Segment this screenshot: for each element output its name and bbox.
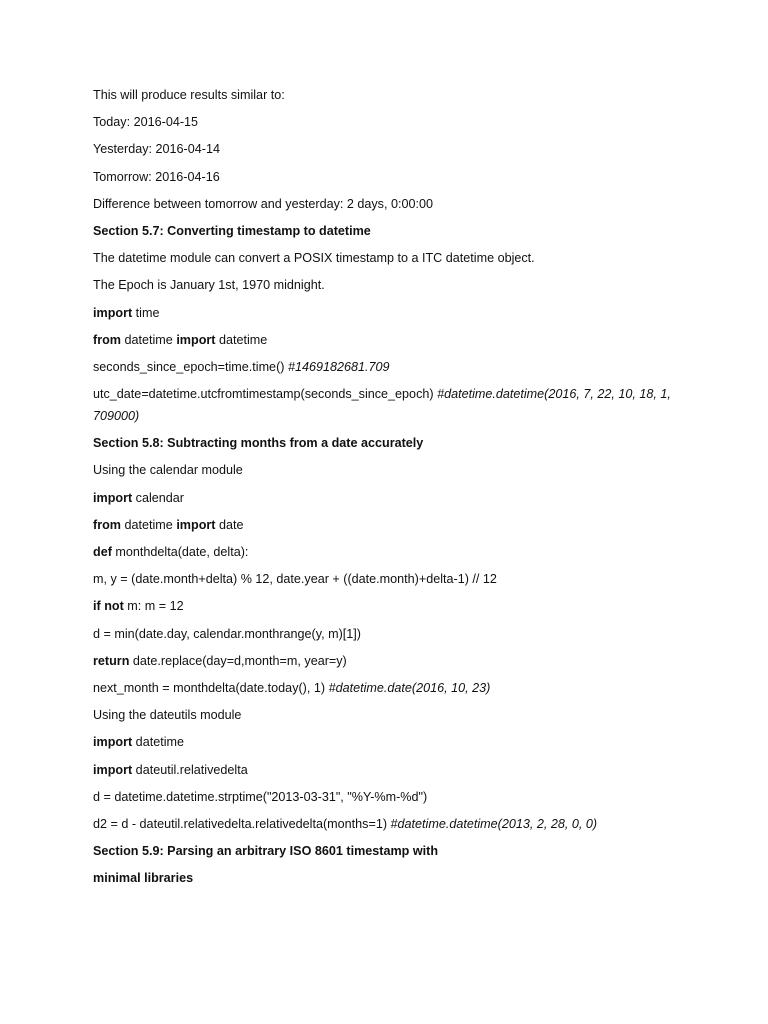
text-run: d2 = d - dateutil.relativedelta.relativedelta(months=1)	[93, 816, 391, 831]
text-run: date	[215, 517, 244, 532]
text-run: The Epoch is January 1st, 1970 midnight.	[93, 278, 325, 293]
text-run: datetime	[132, 735, 184, 750]
bold-text-run: import	[93, 305, 133, 320]
text-run: This will produce results similar to:	[93, 88, 285, 102]
bold-text-run: from	[93, 332, 121, 347]
document-paragraph	[93, 304, 683, 322]
bold-text-run: Section 5.9: Parsing an arbitrary ISO 8601 timestamp with	[93, 844, 439, 859]
document-paragraph	[93, 434, 683, 452]
bold-text-run: from	[93, 517, 121, 532]
document-paragraph	[93, 597, 683, 615]
italic-text-run: #datetime.datetime(2013, 2, 28, 0, 0)	[390, 816, 598, 831]
text-run: Today: 2016-04-15	[93, 115, 199, 130]
text-run: Difference between tomorrow and yesterday: 2 days, 0:00:00	[93, 196, 433, 211]
text-run: m: m = 12	[123, 599, 184, 614]
document-paragraph	[93, 706, 683, 724]
document-paragraph	[93, 815, 683, 833]
text-run: dateutil.relativedelta	[132, 762, 248, 777]
italic-text-run: #datetime.datetime(2016, 7, 22, 10, 18, 1,	[437, 387, 671, 402]
bold-text-run: import	[93, 490, 133, 505]
document-paragraph	[93, 358, 683, 376]
italic-text-run: #datetime.date(2016, 10, 23)	[328, 680, 491, 695]
document-paragraph	[93, 543, 683, 561]
document-paragraph	[93, 570, 683, 588]
document-paragraph	[93, 652, 683, 670]
document-paragraph	[93, 195, 683, 213]
document-page	[93, 86, 683, 896]
bold-text-run: import	[93, 762, 133, 777]
text-run: seconds_since_epoch=time.time()	[93, 359, 288, 374]
bold-text-run: def	[93, 545, 112, 559]
document-paragraph	[93, 331, 683, 349]
text-run: utc_date=datetime.utcfromtimestamp(seconds_since_epoch)	[93, 387, 438, 402]
document-paragraph	[93, 168, 683, 186]
document-paragraph	[93, 869, 683, 887]
bold-text-run: import	[176, 332, 216, 347]
bold-text-run: import	[176, 517, 216, 532]
document-paragraph	[93, 461, 683, 479]
document-paragraph	[93, 733, 683, 751]
text-run: m, y = (date.month+delta) % 12, date.year + ((date.month)+delta-1) // 12	[93, 572, 497, 587]
text-run: Tomorrow: 2016-04-16	[93, 169, 220, 184]
text-run: datetime	[121, 332, 177, 347]
text-run: Using the dateutils module	[93, 708, 242, 723]
text-run: next_month = monthdelta(date.today(), 1)	[93, 680, 329, 695]
document-paragraph	[93, 407, 683, 425]
document-paragraph	[93, 489, 683, 507]
document-paragraph	[93, 140, 683, 158]
document-paragraph	[93, 86, 683, 104]
document-paragraph	[93, 385, 683, 403]
document-paragraph	[93, 113, 683, 131]
bold-text-run: import	[93, 735, 133, 750]
document-paragraph	[93, 249, 683, 267]
text-run: monthdelta(date, delta):	[111, 545, 249, 559]
text-run: Using the calendar module	[93, 463, 243, 478]
document-paragraph	[93, 679, 683, 697]
document-paragraph	[93, 788, 683, 806]
bold-text-run: minimal libraries	[93, 871, 194, 886]
document-paragraph	[93, 516, 683, 534]
document-paragraph	[93, 222, 683, 240]
text-run: calendar	[132, 490, 184, 505]
document-paragraph	[93, 761, 683, 779]
bold-text-run: return	[93, 653, 130, 668]
text-run: d = datetime.datetime.strptime("2013-03-31", "%Y-%m-%d")	[93, 789, 428, 804]
bold-text-run: if not	[93, 599, 124, 614]
text-run: datetime	[121, 517, 177, 532]
text-run: The datetime module can convert a POSIX timestamp to a ITC datetime object.	[93, 251, 535, 266]
text-run: date.replace(day=d,month=m, year=y)	[129, 653, 347, 668]
bold-text-run: Section 5.7: Converting timestamp to datetime	[93, 223, 371, 238]
document-paragraph	[93, 625, 683, 643]
text-run: d = min(date.day, calendar.monthrange(y, m)[1])	[93, 626, 361, 641]
text-run: datetime	[215, 332, 268, 347]
italic-text-run: #1469182681.709	[287, 359, 390, 374]
document-paragraph	[93, 842, 683, 860]
text-run: time	[132, 305, 160, 320]
italic-text-run: 709000)	[93, 409, 140, 424]
document-paragraph	[93, 276, 683, 294]
bold-text-run: Section 5.8: Subtracting months from a date accurately	[93, 436, 424, 451]
text-run: Yesterday: 2016-04-14	[93, 142, 220, 157]
